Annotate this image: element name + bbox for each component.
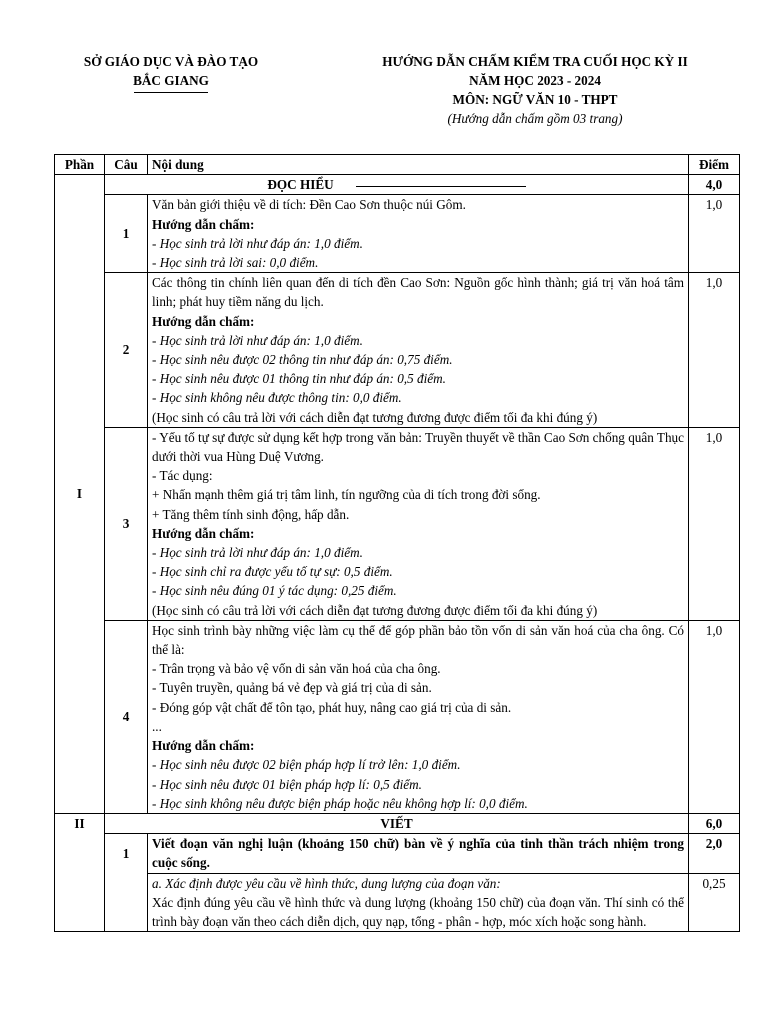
question-number: 4 (105, 620, 148, 813)
answer-text: Học sinh trình bày những việc làm cụ thể để góp phần bảo tồn vốn di sản văn hoá của cha ông. Có thể là: (152, 622, 684, 658)
guide-item: - Học sinh không nêu được thông tin: 0,0 điểm. (152, 390, 402, 406)
guide-item: - Học sinh chỉ ra được yếu tố tự sự: 0,5 điểm. (152, 564, 393, 580)
answer-text: - Tác dụng: (152, 468, 213, 484)
question-score: 1,0 (689, 620, 740, 813)
table-header-row (55, 155, 740, 175)
question-score: 1,0 (689, 273, 740, 428)
question-row-4 (55, 620, 740, 813)
guide-heading: Hướng dẫn chấm: (152, 738, 255, 754)
answer-text: ... (152, 718, 162, 734)
guide-heading: Hướng dẫn chấm: (152, 216, 255, 232)
guide-note: (Học sinh có câu trả lời với cách diễn đạt tương đương được điểm tối đa khi đúng ý) (152, 602, 598, 618)
guide-item: - Học sinh nêu được 02 thông tin như đáp án: 0,75 điểm. (152, 352, 453, 368)
section-writing-score: 6,0 (689, 813, 740, 833)
page-count-note: (Hướng dẫn chấm gồm 03 trang) (447, 111, 623, 126)
section-title-rule (356, 186, 526, 187)
answer-text: + Tăng thêm tính sinh động, hấp dẫn. (152, 506, 350, 522)
section-writing-title: VIẾT (105, 813, 689, 833)
section-title-text: ĐỌC HIỂU (267, 177, 334, 193)
criterion-heading: a. Xác định được yêu cầu về hình thức, dung lượng của đoạn văn: (152, 875, 501, 891)
question-content (148, 273, 689, 428)
org-name: SỞ GIÁO DỤC VÀ ĐÀO TẠO (83, 54, 259, 69)
criterion-text: Xác định đúng yêu cầu về hình thức và dung lượng (khoảng 150 chữ) của đoạn văn. Thí sinh có thể trình bày đoạn văn theo cách diễn dịch, quy nạp, tổng - phân - hợp, móc xích hoặc song hành. (152, 894, 684, 929)
guide-item: - Học sinh nêu được 02 biện pháp hợp lí trở lên: 1,0 điểm. (152, 757, 461, 773)
writing-task-score: 2,0 (689, 834, 740, 873)
guide-heading: Hướng dẫn chấm: (152, 525, 255, 541)
section-reading-title (105, 175, 689, 195)
title-line-1: HƯỚNG DẪN CHẤM KIỂM TRA CUỐI HỌC KỲ II (382, 54, 688, 69)
criterion-score: 0,25 (689, 873, 740, 932)
answer-text: - Đóng góp vật chất để tôn tạo, phát huy, nâng cao giá trị của di sản. (152, 699, 512, 715)
question-row-3 (55, 427, 740, 620)
part-number-2: II (55, 813, 105, 931)
question-content (148, 620, 689, 813)
header-part: Phần (55, 155, 105, 175)
org-province: BẮC GIANG (133, 73, 209, 88)
answer-text: Các thông tin chính liên quan đến di tích đền Cao Sơn: Nguồn gốc hình thành; giá trị văn hoá tâm linh; phát huy tiềm năng du lịch. (152, 275, 684, 310)
guide-item: - Học sinh trả lời như đáp án: 1,0 điểm. (152, 545, 363, 561)
part-number-1: I (55, 175, 105, 814)
answer-text: + Nhấn mạnh thêm giá trị tâm linh, tín ngưỡng của di tích trong đời sống. (152, 487, 541, 503)
header-content: Nội dung (148, 155, 689, 175)
title-line-2: NĂM HỌC 2023 - 2024 (469, 73, 601, 88)
grading-table (54, 154, 740, 932)
question-row-2 (55, 273, 740, 428)
answer-text: - Yếu tố tự sự được sử dụng kết hợp trong văn bản: Truyền thuyết về thần Cao Sơn chống quân Thục dưới thời vua Hùng Duệ Vương. (152, 429, 684, 465)
answer-text: - Tuyên truyền, quảng bá vẻ đẹp và giá trị của di sản. (152, 680, 432, 696)
writing-task-row (55, 834, 740, 873)
guide-item: - Học sinh trả lời như đáp án: 1,0 điểm. (152, 332, 363, 348)
answer-text: Văn bản giới thiệu về di tích: Đền Cao Sơn thuộc núi Gôm. (152, 197, 466, 213)
answer-text: - Trân trọng và bảo vệ vốn di sản văn hoá của cha ông. (152, 661, 441, 677)
issuing-organization (55, 52, 287, 93)
org-underline (134, 92, 208, 93)
guide-item: - Học sinh nêu được 01 biện pháp hợp lí: 0,5 điểm. (152, 776, 422, 792)
question-content (148, 195, 689, 273)
section-reading-row (55, 175, 740, 195)
guide-note: (Học sinh có câu trả lời với cách diễn đạt tương đương được điểm tối đa khi đúng ý) (152, 409, 598, 425)
question-score: 1,0 (689, 195, 740, 273)
criterion-content (148, 873, 689, 932)
guide-item: - Học sinh nêu đúng 01 ý tác dụng: 0,25 điểm. (152, 583, 397, 599)
guide-heading: Hướng dẫn chấm: (152, 313, 255, 329)
guide-item: - Học sinh trả lời sai: 0,0 điểm. (152, 255, 319, 271)
header-score: Điểm (689, 155, 740, 175)
criterion-row-a (55, 873, 740, 932)
question-number: 2 (105, 273, 148, 428)
question-content (148, 427, 689, 620)
title-line-3: MÔN: NGỮ VĂN 10 - THPT (452, 92, 618, 107)
guide-item: - Học sinh trả lời như đáp án: 1,0 điểm. (152, 235, 363, 251)
header-question: Câu (105, 155, 148, 175)
task-number: 1 (105, 834, 148, 932)
document-title (330, 52, 740, 128)
section-writing-row (55, 813, 740, 833)
section-reading-score: 4,0 (689, 175, 740, 195)
question-score: 1,0 (689, 427, 740, 620)
question-number: 1 (105, 195, 148, 273)
question-number: 3 (105, 427, 148, 620)
question-row-1 (55, 195, 740, 273)
guide-item: - Học sinh không nêu được biện pháp hoặc nêu không hợp lí: 0,0 điểm. (152, 795, 528, 811)
writing-prompt: Viết đoạn văn nghị luận (khoảng 150 chữ) bàn về ý nghĩa của tinh thần trách nhiệm trong cuộc sống. (148, 834, 689, 873)
guide-item: - Học sinh nêu được 01 thông tin như đáp án: 0,5 điểm. (152, 371, 446, 387)
